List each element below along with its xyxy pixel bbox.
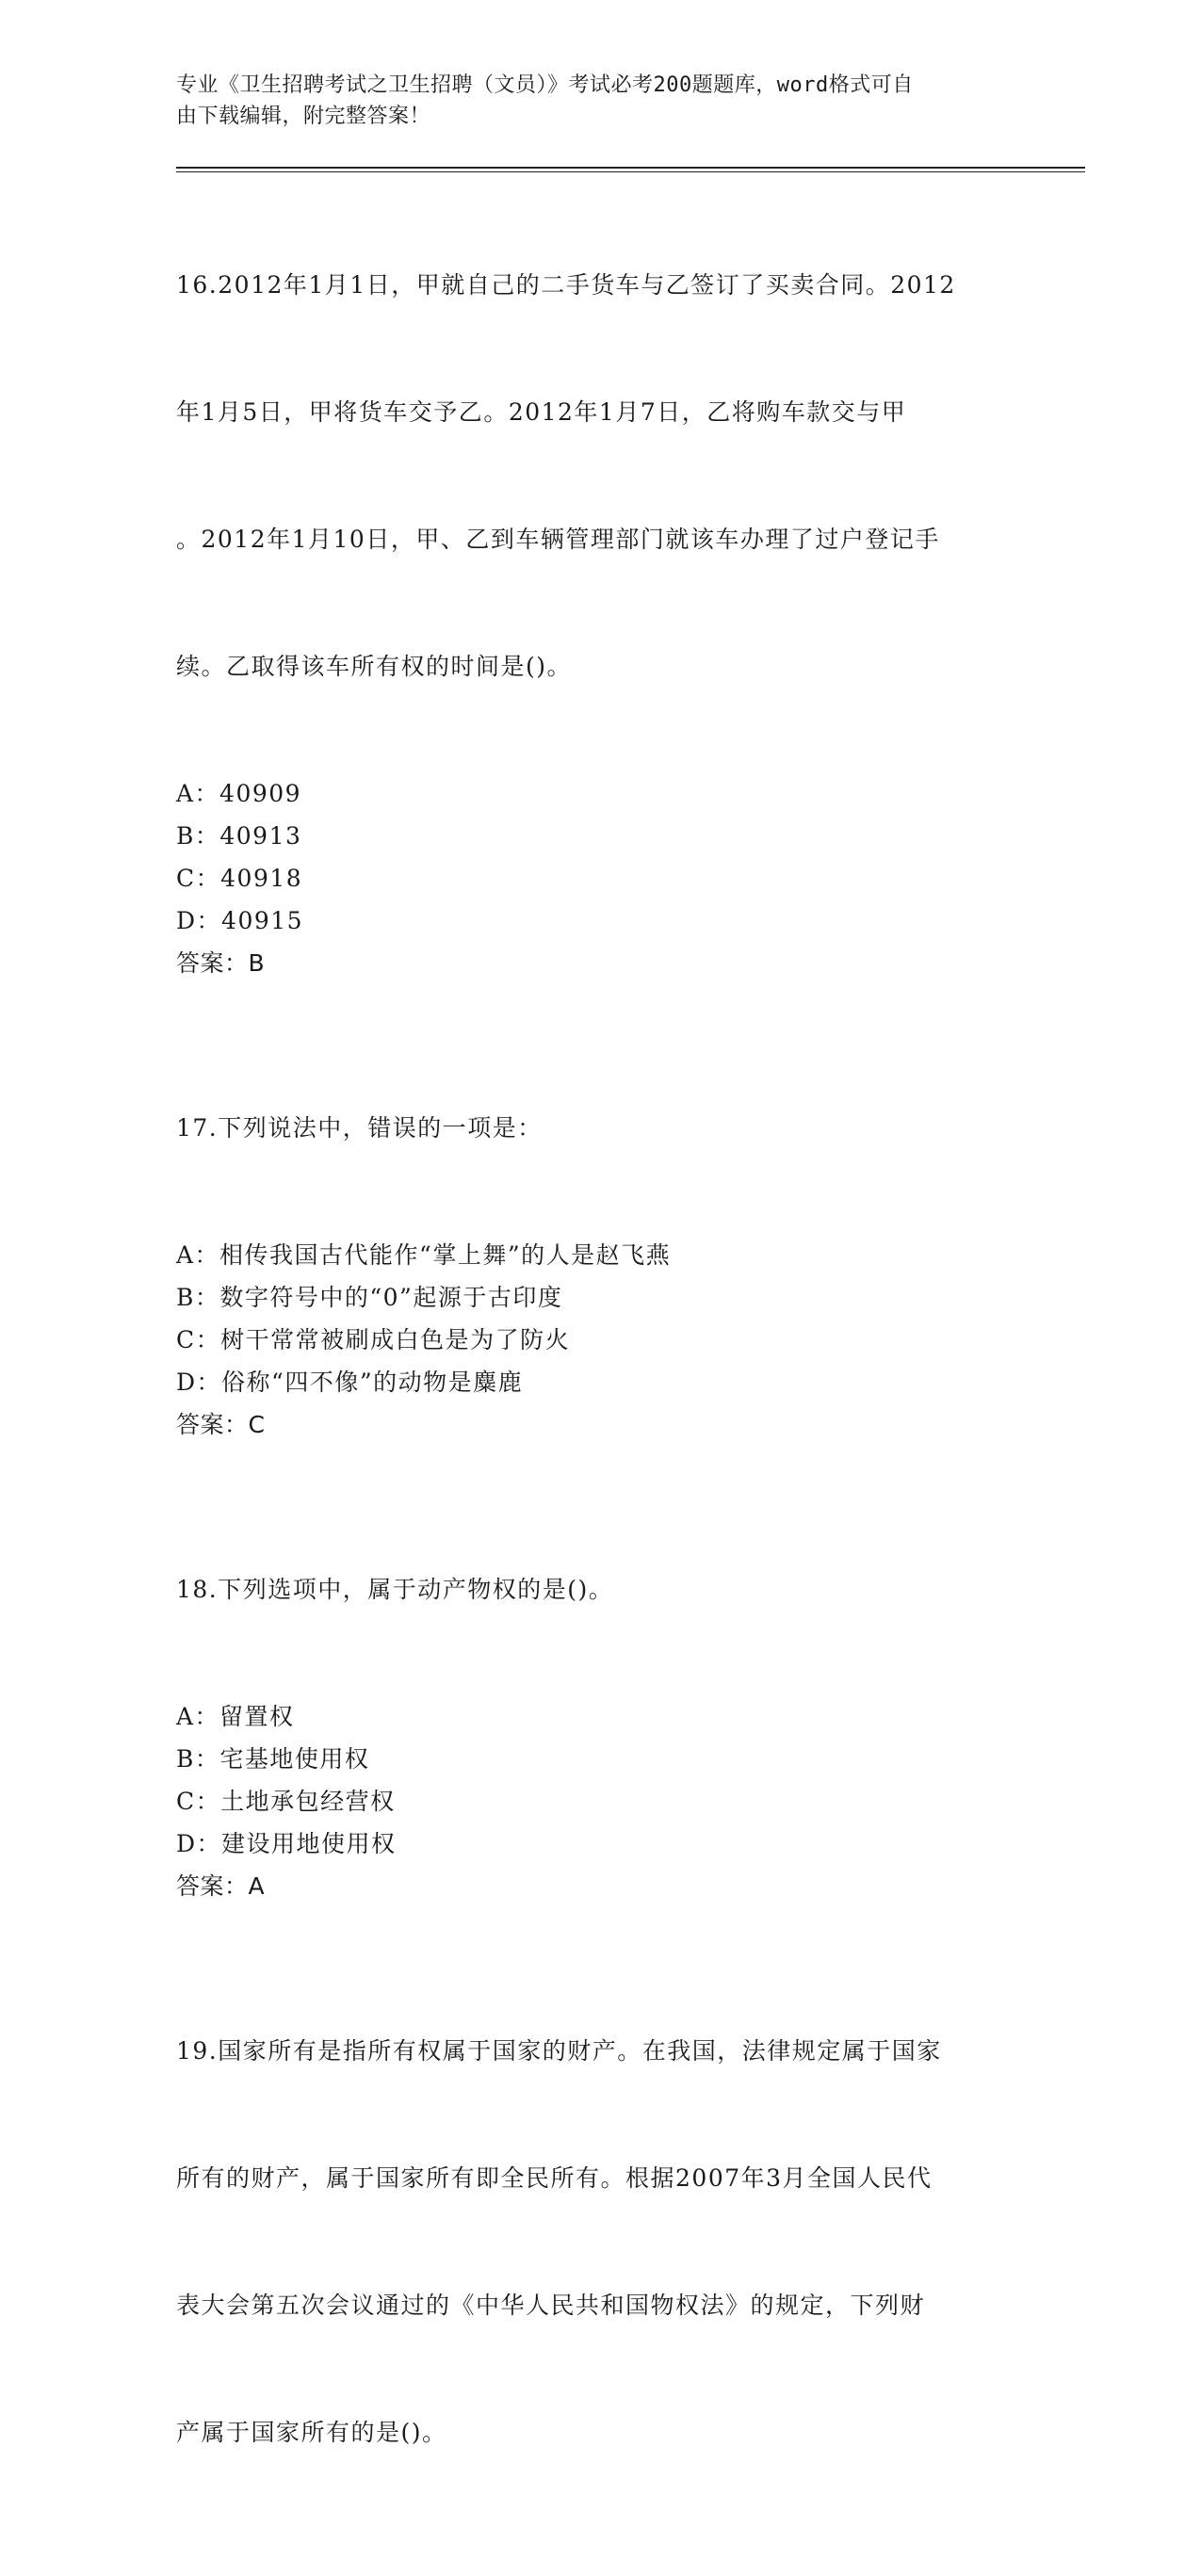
answer-line: 答案：A [176, 1872, 266, 1900]
option-b: B：40913 [176, 822, 302, 850]
question-stem [176, 1483, 1024, 1695]
answer-line: 答案：B [176, 949, 266, 977]
option-c: C：40918 [176, 865, 303, 892]
option-b: B：宅基地使用权 [176, 1745, 370, 1773]
stem-line: 18.下列选项中，属于动产物权的是()。 [176, 1576, 614, 1603]
option-c: C：树干常常被刷成白色是为了防火 [176, 1326, 571, 1353]
stem-line: 19.国家所有是指所有权属于国家的财产。在我国，法律规定属于国家 [176, 2037, 942, 2065]
question-16 [176, 179, 1024, 984]
option-d: D：40915 [176, 907, 304, 934]
option-a: A：40909 [176, 780, 302, 807]
header-line-1: 专业《卫生招聘考试之卫生招聘（文员）》考试必考200题题库，word格式可自 [176, 73, 914, 97]
option-d: D：俗称“四不像”的动物是麋鹿 [176, 1369, 524, 1396]
option-c: C：土地承包经营权 [176, 1788, 396, 1815]
question-stem [176, 179, 1024, 772]
stem-line: 产属于国家所有的是()。 [176, 2419, 447, 2446]
header-line-2: 由下载编辑，附完整答案！ [176, 105, 431, 128]
option-a: A：相传我国古代能作“掌上舞”的人是赵飞燕 [176, 1241, 672, 1269]
answer-line: 答案：C [176, 1411, 266, 1438]
question-18 [176, 1483, 1024, 1907]
stem-line: 。2012年1月10日，甲、乙到车辆管理部门就该车办理了过户登记手 [176, 526, 940, 553]
header-rule-thin [176, 171, 1085, 172]
question-stem [176, 1022, 1024, 1234]
question-list [176, 179, 1024, 2576]
option-b: B：数字符号中的“0”起源于古印度 [176, 1284, 563, 1311]
question-stem [176, 1945, 1024, 2538]
option-a: A：留置权 [176, 1703, 295, 1730]
stem-line: 表大会第五次会议通过的《中华人民共和国物权法》的规定，下列财 [176, 2292, 926, 2319]
stem-line: 年1月5日，甲将货车交予乙。2012年1月7日，乙将购车款交与甲 [176, 398, 907, 426]
document-header [176, 70, 1024, 132]
stem-line: 17.下列说法中，错误的一项是： [176, 1114, 543, 1142]
header-rule-thick [176, 167, 1085, 169]
question-17 [176, 1022, 1024, 1446]
stem-line: 16.2012年1月1日，甲就自己的二手货车与乙签订了买卖合同。2012 [176, 271, 956, 299]
option-d: D：建设用地使用权 [176, 1830, 397, 1857]
question-19 [176, 1945, 1024, 2538]
stem-line: 续。乙取得该车所有权的时间是()。 [176, 653, 573, 680]
stem-line: 所有的财产，属于国家所有即全民所有。根据2007年3月全国人民代 [176, 2164, 933, 2192]
